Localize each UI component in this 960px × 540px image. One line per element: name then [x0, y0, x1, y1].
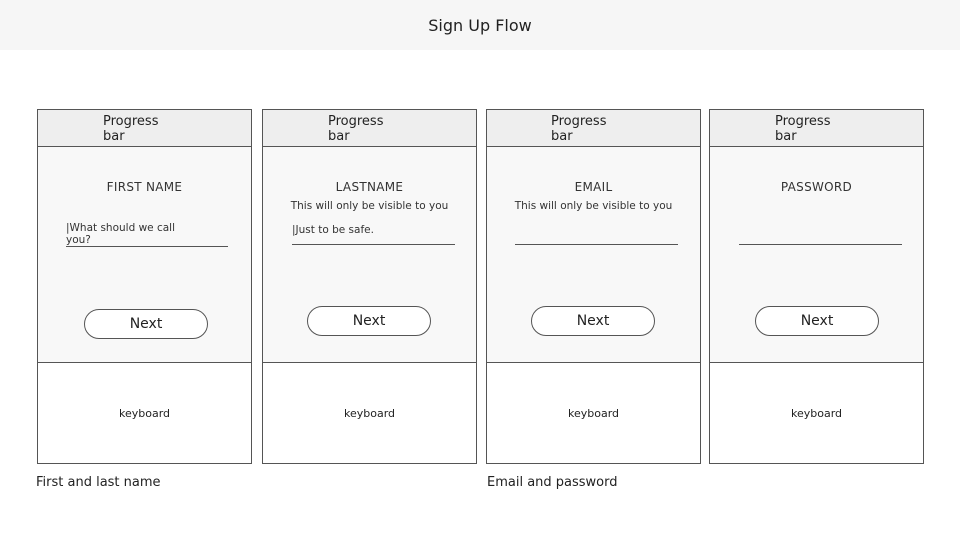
screen-first-name: [37, 109, 252, 464]
first-name-input-underline: [66, 246, 228, 247]
keyboard-label: keyboard: [790, 406, 843, 420]
progress-bar: [38, 110, 251, 147]
caption-email-password: Email and password: [487, 475, 618, 490]
helper-text: This will only be visible to you: [514, 200, 673, 212]
email-input-underline[interactable]: [515, 244, 678, 245]
password-input-underline[interactable]: [739, 244, 902, 245]
board-title: Sign Up Flow: [428, 15, 532, 35]
screen-email: [486, 109, 701, 464]
keyboard-area[interactable]: [710, 362, 923, 463]
last-name-input-placeholder[interactable]: |Just to be safe.: [292, 224, 374, 236]
progress-bar-label: Progress bar: [103, 114, 159, 144]
last-name-input-underline: [292, 244, 455, 245]
keyboard-area[interactable]: [38, 362, 251, 463]
progress-bar-label: Progress bar: [328, 114, 384, 144]
screen-password: [709, 109, 924, 464]
progress-bar-label: Progress bar: [775, 114, 831, 144]
helper-text: This will only be visible to you: [290, 200, 449, 212]
progress-bar-label: Progress bar: [551, 114, 607, 144]
progress-bar: [263, 110, 476, 147]
next-button[interactable]: Next: [755, 306, 879, 336]
caption-first-last-name: First and last name: [36, 475, 161, 490]
field-title: PASSWORD: [780, 180, 853, 194]
next-button[interactable]: Next: [531, 306, 655, 336]
board-header: [0, 0, 960, 50]
screen-last-name: [262, 109, 477, 464]
progress-bar: [487, 110, 700, 147]
keyboard-area[interactable]: [263, 362, 476, 463]
next-button[interactable]: Next: [307, 306, 431, 336]
field-title: LASTNAME: [335, 180, 404, 194]
field-title: EMAIL: [574, 180, 613, 194]
keyboard-label: keyboard: [567, 406, 620, 420]
first-name-input-placeholder[interactable]: |What should we call you?: [66, 222, 176, 246]
field-title: FIRST NAME: [106, 180, 183, 194]
progress-bar: [710, 110, 923, 147]
keyboard-label: keyboard: [343, 406, 396, 420]
keyboard-label: keyboard: [118, 406, 171, 420]
keyboard-area[interactable]: [487, 362, 700, 463]
next-button[interactable]: Next: [84, 309, 208, 339]
